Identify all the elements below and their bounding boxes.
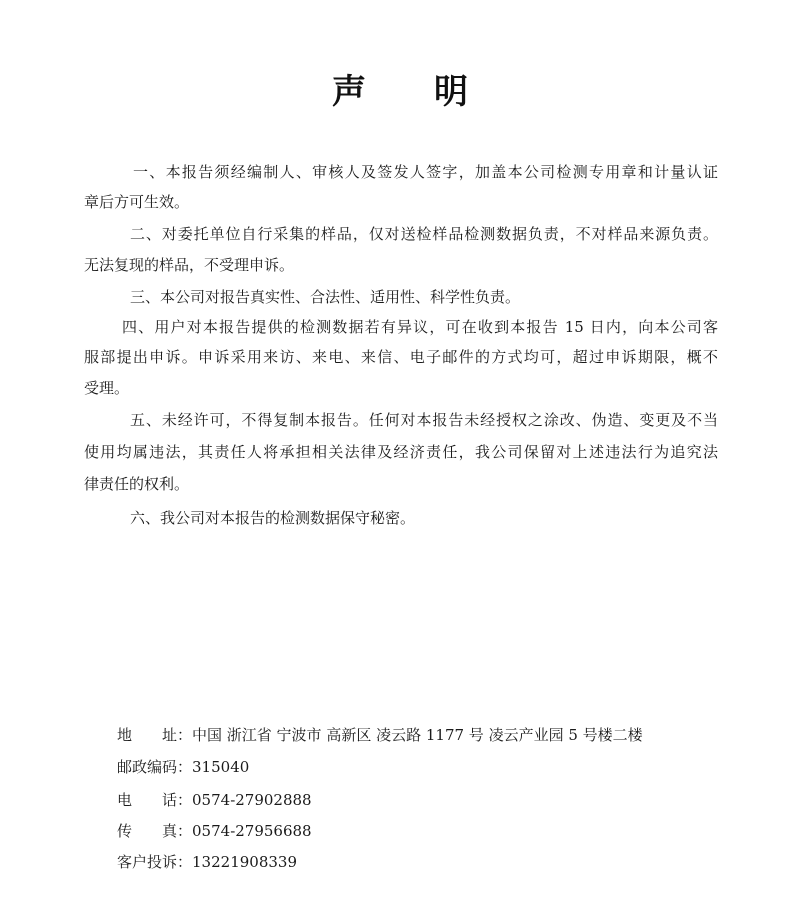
postcode-row (117, 757, 249, 777)
paragraph-3-line-1: 三、本公司对报告真实性、合法性、适用性、科学性负责。 (130, 288, 521, 306)
phone-value: 0574-27902888 (192, 791, 312, 809)
fax-row (117, 821, 312, 841)
address-value: 中国 浙江省 宁波市 高新区 凌云路 1177 号 凌云产业园 5 号楼二楼 (192, 726, 643, 744)
paragraph-5-line-1: 五、未经许可，不得复制本报告。任何对本报告未经授权之涂改、伪造、变更及不当 (130, 411, 718, 429)
paragraph-1-line-1: 一、本报告须经编制人、审核人及签发人签字，加盖本公司检测专用章和计量认证 (133, 163, 718, 181)
address-label: 地 址： (117, 726, 193, 744)
paragraph-5-line-3: 律责任的权利。 (84, 475, 190, 493)
address-row (117, 725, 643, 745)
complaint-label: 客户投诉： (117, 853, 193, 871)
fax-label: 传 真： (117, 822, 193, 840)
fax-value: 0574-27956688 (192, 822, 312, 840)
paragraph-2-line-1: 二、对委托单位自行采集的样品，仅对送检样品检测数据负责，不对样品来源负责。 (130, 225, 718, 243)
paragraph-6-line-1: 六、我公司对本报告的检测数据保守秘密。 (130, 509, 416, 527)
complaint-row (117, 852, 297, 872)
paragraph-2-line-2: 无法复现的样品，不受理申诉。 (84, 256, 295, 274)
phone-row (117, 790, 312, 810)
complaint-value: 13221908339 (192, 853, 297, 871)
postcode-value: 315040 (192, 758, 250, 776)
paragraph-5-line-2: 使用均属违法，其责任人将承担相关法律及经济责任，我公司保留对上述违法行为追究法 (84, 443, 718, 461)
page-title: 声 明 (332, 72, 468, 112)
paragraph-4-line-2: 服部提出申诉。申诉采用来访、来电、来信、电子邮件的方式均可，超过申诉期限，概不 (84, 348, 718, 366)
phone-label: 电 话： (117, 791, 193, 809)
paragraph-4-line-3: 受理。 (84, 379, 130, 397)
paragraph-1-line-2: 章后方可生效。 (84, 193, 190, 211)
postcode-label: 邮政编码： (117, 758, 193, 776)
paragraph-4-line-1: 四、用户对本报告提供的检测数据若有异议，可在收到本报告 15 日内，向本公司客 (122, 318, 718, 336)
